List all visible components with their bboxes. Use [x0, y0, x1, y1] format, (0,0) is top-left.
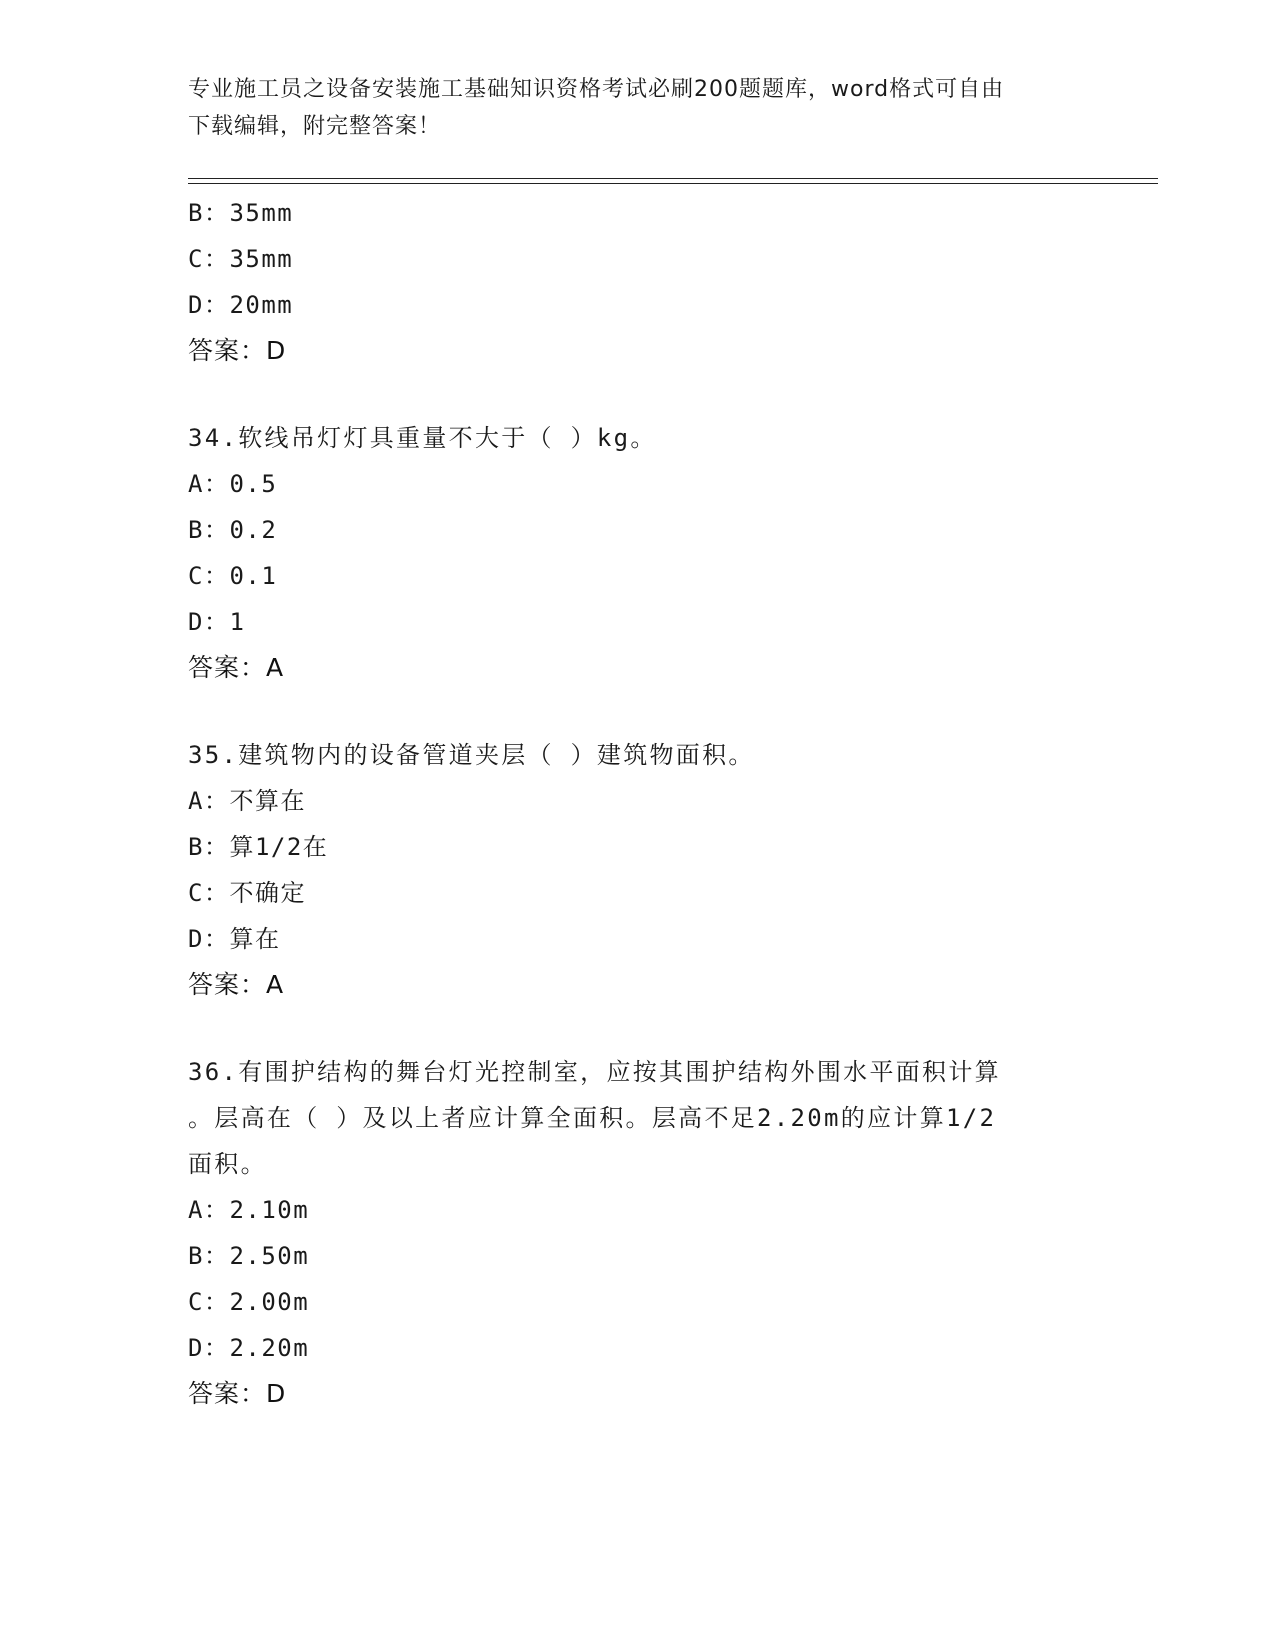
option-text: 0.5 [229, 470, 278, 498]
option-label: C： [188, 562, 230, 590]
answer-line: 答案：A [188, 653, 285, 682]
spacer [188, 691, 1088, 732]
question-fragment [188, 190, 1088, 374]
header-divider-bottom [188, 183, 1158, 184]
option-text: 0.2 [229, 516, 278, 544]
option-b [188, 190, 1088, 236]
header-title-line-1: 专业施工员之设备安装施工基础知识资格考试必刷200题题库，word格式可自由 [188, 77, 1005, 102]
question-34 [188, 415, 1088, 691]
question-36 [188, 1049, 1088, 1417]
option-label: D： [188, 925, 230, 953]
option-label: C： [188, 1288, 230, 1316]
document-header [188, 71, 1068, 145]
answer-line: 答案：A [188, 970, 285, 999]
option-b [188, 824, 1088, 870]
option-label: A： [188, 787, 230, 815]
option-label: D： [188, 1334, 230, 1362]
option-text: 0.1 [229, 562, 278, 590]
option-c [188, 236, 1088, 282]
answer-line: 答案：D [188, 336, 287, 365]
option-label: B： [188, 516, 230, 544]
option-text: 算在 [229, 925, 281, 953]
option-label: C： [188, 879, 230, 907]
option-text: 35mm [229, 199, 294, 227]
option-text: 2.50m [229, 1242, 310, 1270]
question-stem-line-1: 36.有围护结构的舞台灯光控制室，应按其围护结构外围水平面积计算 [188, 1058, 1001, 1086]
option-a [188, 778, 1088, 824]
option-d [188, 282, 1088, 328]
option-label: B： [188, 833, 230, 861]
option-a [188, 461, 1088, 507]
option-label: D： [188, 291, 230, 319]
option-c [188, 553, 1088, 599]
option-text: 不算在 [229, 787, 306, 815]
option-text: 20mm [229, 291, 294, 319]
question-35 [188, 732, 1088, 1008]
option-b [188, 1233, 1088, 1279]
option-d [188, 599, 1088, 645]
option-label: A： [188, 470, 230, 498]
option-text: 35mm [229, 245, 294, 273]
option-label: C： [188, 245, 230, 273]
option-label: D： [188, 608, 230, 636]
question-list [188, 190, 1088, 1417]
option-label: B： [188, 199, 230, 227]
question-stem-line-3: 面积。 [188, 1150, 267, 1178]
option-b [188, 507, 1088, 553]
option-text: 算1/2在 [229, 833, 329, 861]
question-stem: 35.建筑物内的设备管道夹层（ ）建筑物面积。 [188, 741, 755, 769]
option-text: 2.00m [229, 1288, 310, 1316]
option-c [188, 870, 1088, 916]
option-a [188, 1187, 1088, 1233]
option-d [188, 916, 1088, 962]
option-label: B： [188, 1242, 230, 1270]
option-text: 1 [229, 608, 246, 636]
option-text: 不确定 [229, 879, 306, 907]
option-text: 2.20m [229, 1334, 310, 1362]
spacer [188, 1008, 1088, 1049]
option-c [188, 1279, 1088, 1325]
header-divider-top [188, 178, 1158, 179]
question-stem-line-2: 。层高在（ ）及以上者应计算全面积。层高不足2.20m的应计算1/2 [188, 1104, 997, 1132]
spacer [188, 374, 1088, 415]
option-label: A： [188, 1196, 230, 1224]
answer-line: 答案：D [188, 1379, 287, 1408]
header-title-line-2: 下载编辑，附完整答案！ [188, 114, 442, 139]
question-stem: 34.软线吊灯灯具重量不大于（ ）kg。 [188, 424, 657, 452]
option-text: 2.10m [229, 1196, 310, 1224]
option-d [188, 1325, 1088, 1371]
